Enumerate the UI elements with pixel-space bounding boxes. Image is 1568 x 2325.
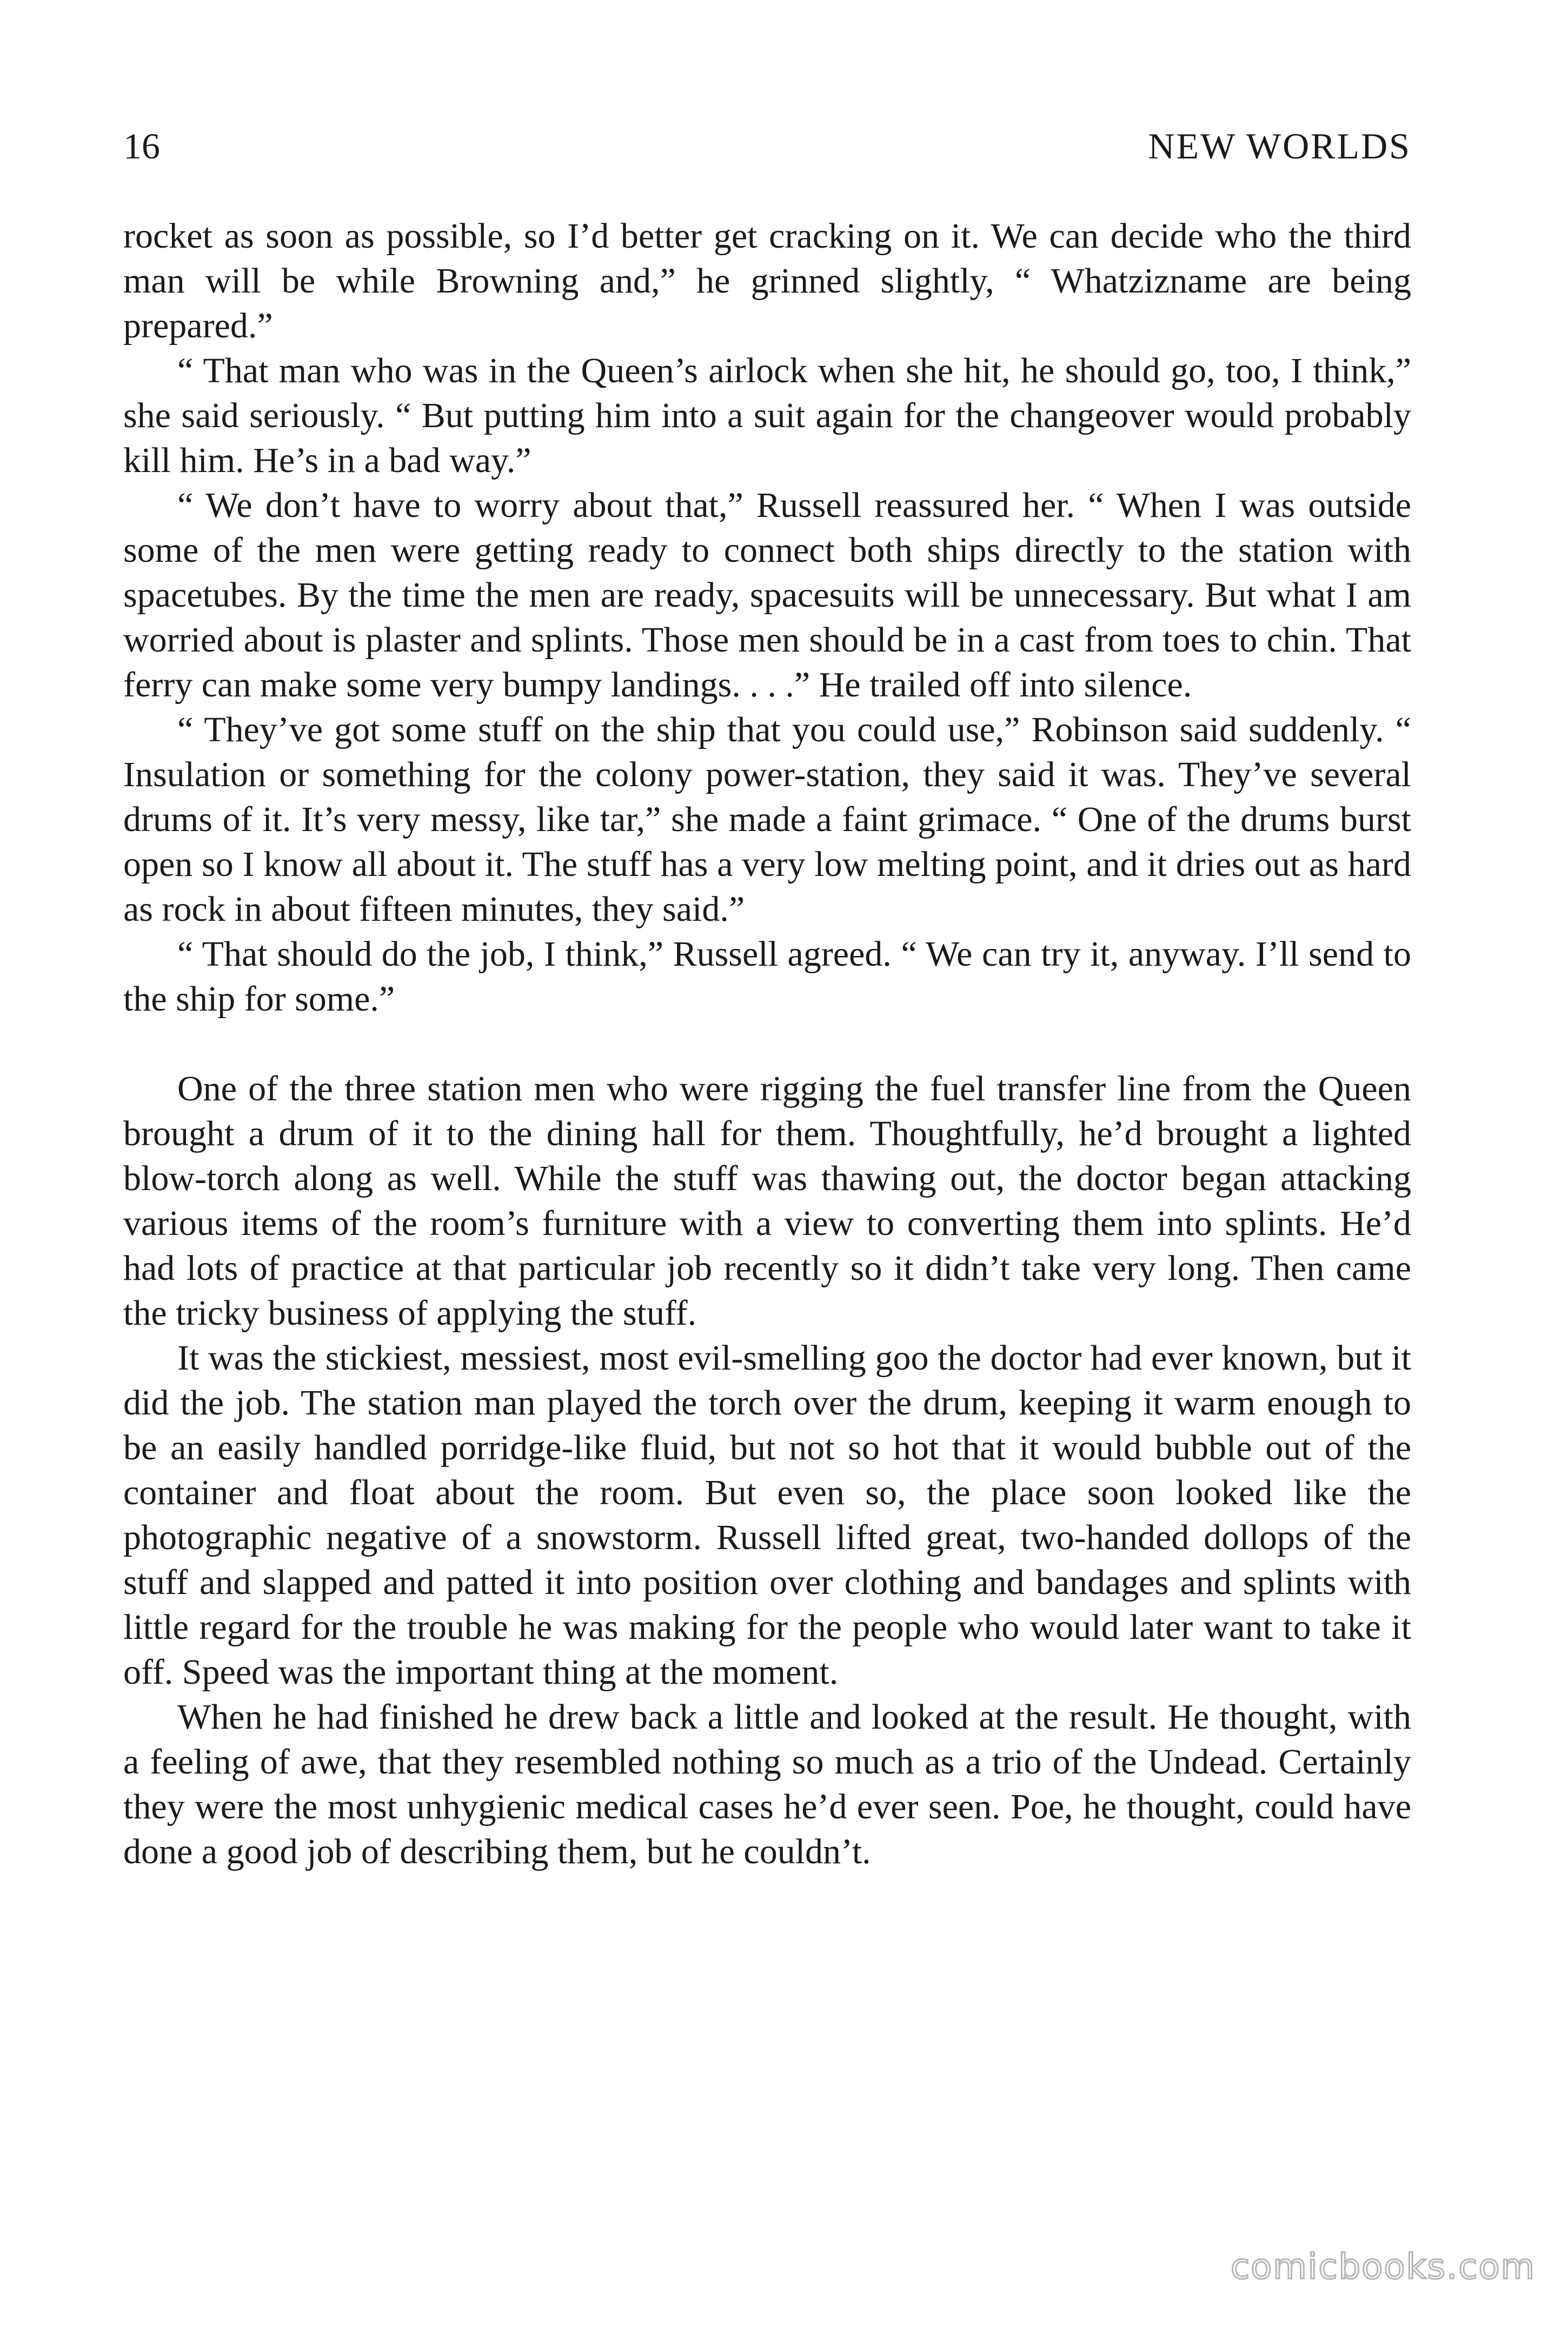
body-text bbox=[123, 214, 1411, 1874]
watermark: comicbooks.com bbox=[1230, 2247, 1536, 2287]
paragraph: “ We don’t have to worry about that,” Russell reassured her. “ When I was outside some of the men were getting ready to connect both ships directly to the station with spacetubes. By the time the men are ready, spacesuits will be unnecessary. But what I am worried about is plaster and splints. Those men should be in a cast from toes to chin. That ferry can make some very bumpy landings. . . .” He trailed off into silence. bbox=[123, 486, 1411, 705]
paragraph: “ That man who was in the Queen’s airlock when she hit, he should go, too, I think,” she said seriously. “ But putting him into a suit again for the changeover would probably kill him. He’s in a bad way.” bbox=[123, 351, 1411, 480]
page-header bbox=[123, 124, 1411, 168]
page-number: 16 bbox=[123, 125, 160, 167]
paragraph: rocket as soon as possible, so I’d better get cracking on it. We can decide who the third man will be while Browning and,” he grinned slightly, “ Whatzizname are being prepared.” bbox=[123, 216, 1411, 346]
paragraph-section-start: One of the three station men who were rigging the fuel transfer line from the Queen brought a drum of it to the dining hall for them. Thoughtfully, he’d brought a lighted blow-torch along as well. While the stuff was thawing out, the doctor began attacking various items of the room’s furniture with a view to converting them into splints. He’d had lots of practice at that particular job recently so it didn’t take very long. Then came the tricky business of applying the stuff. bbox=[123, 1069, 1411, 1333]
paragraph: “ That should do the job, I think,” Russell agreed. “ We can try it, anyway. I’ll send to the ship for some.” bbox=[123, 934, 1411, 1019]
paragraph: “ They’ve got some stuff on the ship that you could use,” Robinson said suddenly. “ Insulation or something for the colony power-station, they said it was. They’ve several drums of it. It’s very messy, like tar,” she made a faint grimace. “ One of the drums burst open so I know all about it. The stuff has a very low melting point, and it dries out as hard as rock in about fifteen minutes, they said.” bbox=[123, 710, 1411, 929]
paragraph: It was the stickiest, messiest, most evil-smelling goo the doctor had ever known, but it did the job. The station man played the torch over the drum, keeping it warm enough to be an easily handled porridge-like fluid, but not so hot that it would bubble out of the container and float about the room. But even so, the place soon looked like the photographic negative of a snowstorm. Russell lifted great, two-handed dollops of the stuff and slapped and patted it into position over clothing and bandages and splints with little regard for the trouble he was making for the people who would later want to take it off. Speed was the important thing at the moment. bbox=[123, 1338, 1411, 1692]
paragraph: When he had finished he drew back a little and looked at the result. He thought, with a feeling of awe, that they resembled nothing so much as a trio of the Undead. Certainly they were the most unhygienic medical cases he’d ever seen. Poe, he thought, could have done a good job of describing them, but he couldn’t. bbox=[123, 1697, 1411, 1871]
running-head: NEW WORLDS bbox=[1148, 125, 1411, 167]
